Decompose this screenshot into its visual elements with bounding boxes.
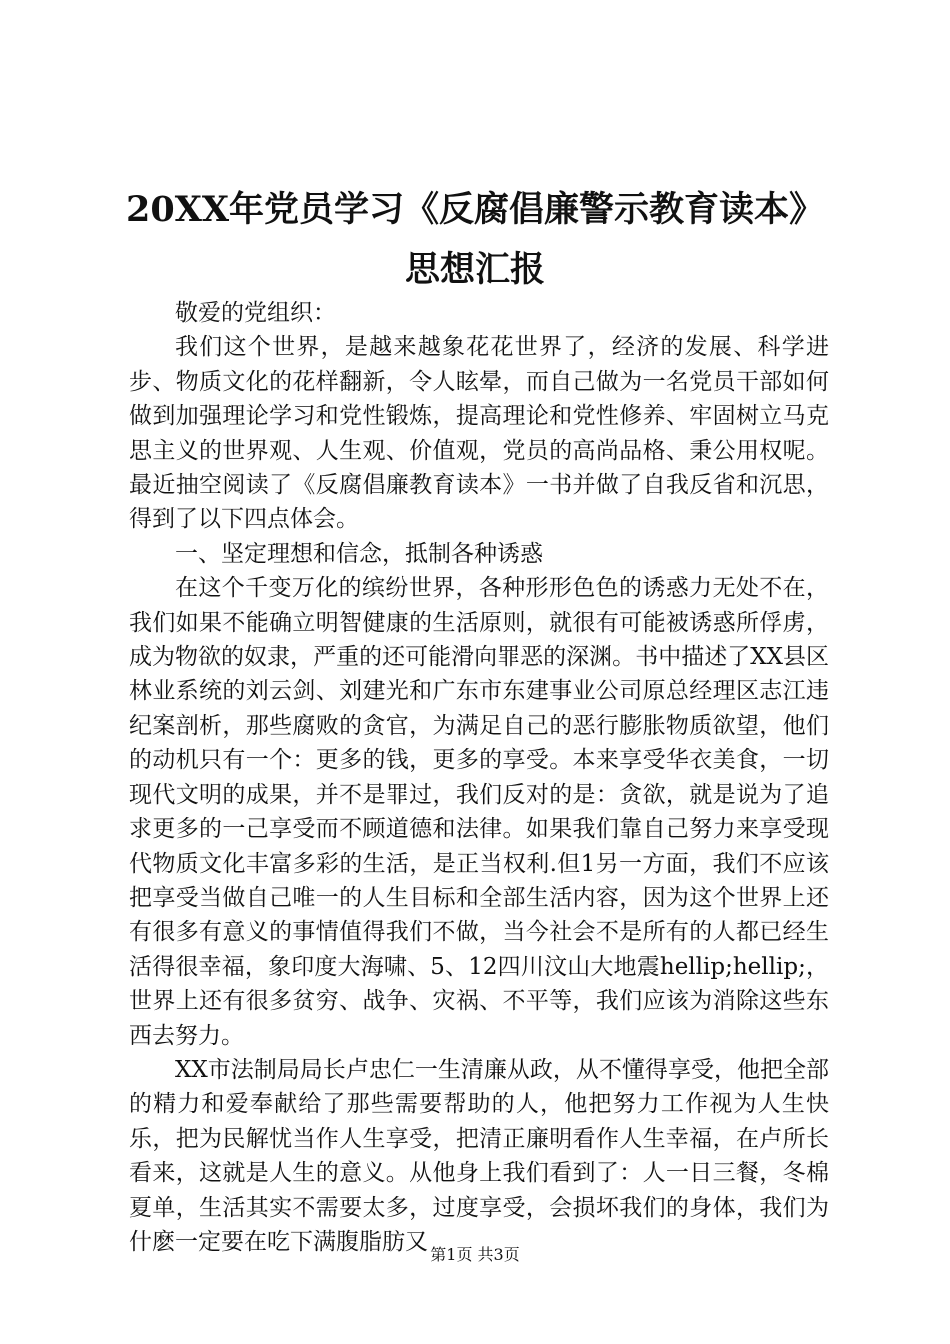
section-heading: 一、坚定理想和信念，抵制各种诱惑 bbox=[175, 540, 543, 567]
paragraph-temptation: 在这个千变万化的缤纷世界，各种形形色色的诱惑力无处不在，我们如果不能确立明智健康的生活原则，就很有可能被诱惑所俘虏，成为物欲的奴隶，严重的还可能滑向罪恶的深渊。书中描述了XX县区林业系统的刘云剑、刘建光和广东市东建事业公司原总经理区志江违纪案剖析，那些腐败的贪官，为满足自己的恶行膨胀物质欲望，他们的动机只有一个：更多的钱，更多的享受。本来享受华衣美食，一切现代文明的成果，并不是罪过，我们反对的是：贪欲，就是说为了追求更多的一己享受而不顾道德和法律。如果我们靠自己努力来享受现代物质文化丰富多彩的生活，是正当权利.但1另一方面，我们不应该把享受当做自己唯一的人生目标和全部生活内容，因为这个世界上还有很多有意义的事情值得我们不做，当今社会不是所有的人都已经生活得很幸福，象印度大海啸、5、12四川汶山大地震hellip;hellip;，世界上还有很多贫穷、战争、灾祸、不平等，我们应该为消除这些东西去努力。 bbox=[129, 575, 829, 1049]
document-body bbox=[129, 296, 829, 1259]
paragraph-intro: 我们这个世界，是越来越象花花世界了，经济的发展、科学进步、物质文化的花样翻新，令人眩晕，而自己做为一名党员干部如何做到加强理论学习和党性锻炼，提高理论和党性修养、牢固树立马克思主义的世界观、人生观、价值观，党员的高尚品格、秉公用权呢。最近抽空阅读了《反腐倡廉教育读本》一书并做了自我反省和沉思，得到了以下四点体会。 bbox=[129, 334, 829, 533]
document-title-line1: 20XX年党员学习《反腐倡廉警示教育读本》 bbox=[125, 189, 825, 230]
paragraph-example: XX市法制局局长卢忠仁一生清廉从政，从不懂得享受，他把全部的精力和爱奉献给了那些需要帮助的人，他把努力工作视为人生快乐，把为民解忧当作人生享受，把清正廉明看作人生幸福，在卢所长看来，这就是人生的意义。从他身上我们看到了：人一日三餐，冬棉夏单，生活其实不需要太多，过度享受，会损坏我们的身体，我们为什麽一定要在吃下满腹脂肪又 bbox=[129, 1056, 829, 1255]
salutation: 敬爱的党组织： bbox=[175, 300, 336, 326]
document-title-line2: 思想汇报 bbox=[404, 249, 545, 290]
page-footer: 第1页 共3页 bbox=[430, 1245, 520, 1264]
